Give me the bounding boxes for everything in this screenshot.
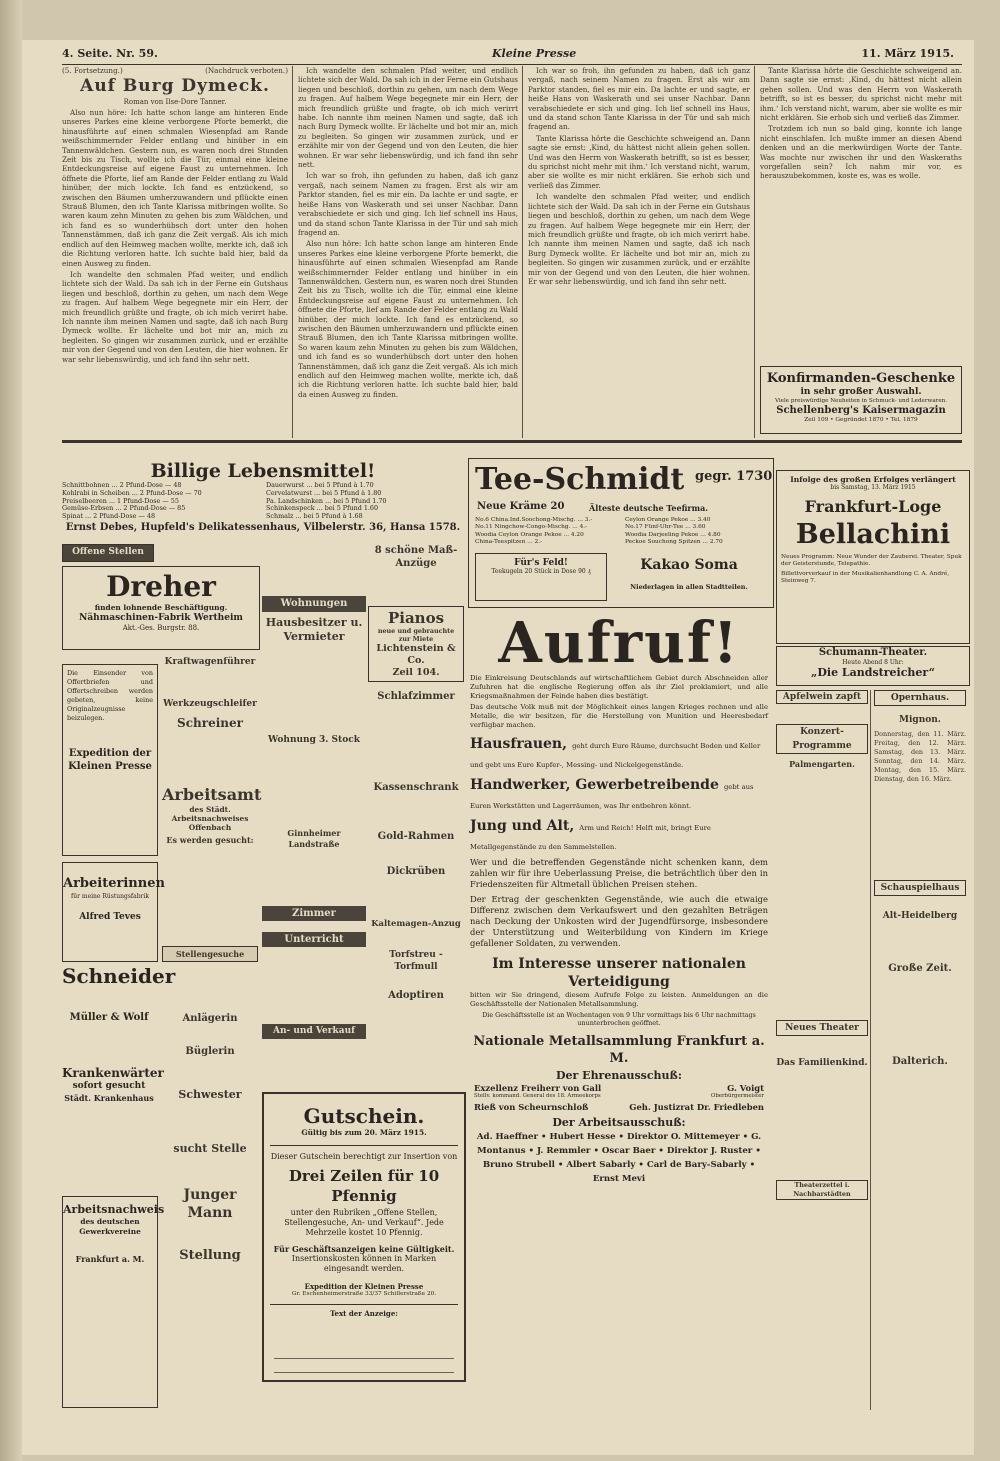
einsender-notice bbox=[62, 664, 158, 856]
kakao-sub: Niederlagen in allen Stadtteilen. bbox=[630, 583, 748, 591]
aufruf-hausfrauen: Hausfrauen, bbox=[470, 736, 567, 752]
pianos-addr: Zeil 104. bbox=[392, 667, 440, 678]
gutschein-marken: Insertionskosten können in Marken eingesandt werden. bbox=[291, 1254, 437, 1273]
column-divider bbox=[754, 66, 755, 438]
gold-rahmen-title: Gold-Rahmen bbox=[377, 831, 455, 842]
arbeitsnachweis-title: Arbeitsnachweis bbox=[63, 1203, 165, 1216]
kassenschrank-title: Kassenschrank bbox=[373, 782, 459, 793]
dreher-title: Dreher bbox=[106, 570, 216, 603]
arbeiterinnen-firm: Alfred Teves bbox=[79, 912, 141, 922]
offene-stellen-label: Offene Stellen bbox=[72, 547, 144, 557]
ehren-2-sub: Oberbürgermeister bbox=[710, 1093, 764, 1099]
kakao-title: Kakao Soma bbox=[640, 557, 738, 573]
offene-stellen-header bbox=[62, 544, 154, 562]
buglerin-title: Büglerin bbox=[185, 1046, 235, 1057]
gesucht-label: Es werden gesucht: bbox=[166, 835, 254, 845]
serial-text-4b: Trotzdem ich nun so bald ging, konnte ich lange nicht einschlafen. Ich mußte immer an diesen Abend denken und an die merkwürdigen Worte der Tante. Was mochte nur zwischen ihr und den Waskeraths vorgefallen sein? Ich nahm mir vor, es herauszubekommen, koste es, was es wolle. bbox=[760, 124, 962, 181]
an-verkauf-block bbox=[262, 1024, 366, 1054]
aufruf-jung-alt-text: Arm und Reich! Helft mit, bringt Eure Metallgegenstände zu den Sammelstellen. bbox=[470, 824, 711, 851]
kraftwagen-title: Kraftwagenführer bbox=[164, 657, 256, 667]
krankenwaerter-sub: sofort gesucht bbox=[72, 1081, 146, 1091]
column-divider bbox=[870, 690, 871, 1410]
aufruf-section bbox=[468, 612, 770, 1412]
schneider-title: Schneider bbox=[62, 964, 176, 988]
pianos-ad bbox=[368, 606, 464, 682]
gutschein-expedition: Expedition der Kleinen Presse bbox=[304, 1282, 424, 1291]
apfelwein-title: Apfelwein zapft bbox=[776, 690, 868, 704]
schumann-play: „Die Landstreicher“ bbox=[811, 666, 935, 679]
column-divider bbox=[292, 66, 293, 438]
bellachini-tickets: Billettvorverkauf in der Musikalienhandlung C. A. André, Steinweg 7. bbox=[781, 570, 950, 585]
column-divider bbox=[522, 66, 523, 438]
tee-schmidt-ad bbox=[468, 458, 774, 608]
schreiner-title: Schreiner bbox=[177, 716, 243, 730]
gutschein-coupon bbox=[262, 1092, 466, 1382]
tee-feld-sub: Teekugeln 20 Stück in Dose 90 ₰ bbox=[491, 568, 591, 575]
copyright-note: (Nachdruck verboten.) bbox=[205, 66, 288, 75]
gutschein-body: unter den Rubriken „Offene Stellen, Stellengesuche, An- und Verkauf“. Jede Mehrzeile kostet 10 Pfennig. bbox=[284, 1208, 444, 1237]
serial-text-2b: Ich war so froh, ihn gefunden zu haben, daß ich ganz vergaß, nach seinem Namen zu fragen. Erst als wir am Parktor standen, fiel es mir ein. Da lachte er und sagte, er heiße Hans von Waskerath und sei unser Nachbar. Dann verabschiedete er sich und ging. Ich lief schnell ins Haus, und da stand schon Tante Klarissa in der Tür und sah mich fragend an. bbox=[298, 171, 518, 237]
aufruf-intro: Die Einkreisung Deutschlands auf wirtschaftlichem Gebiet durch Abschneiden aller Zufuhren hat die englische Regierung offen als ihr Ziel proklamiert, und alle Kriegsmaßnahmen der Feinde haben dies bestätigt. bbox=[470, 674, 768, 700]
bellachini-ad bbox=[776, 470, 970, 644]
dickrueben-title: Dickrüben bbox=[386, 866, 446, 877]
serial-text-4: Tante Klarissa hörte die Geschichte schweigend an. Dann sagte sie ernst: ‚Kind, du hättest nicht allein gehen sollen. Und was den Herrn von Waskerath betrifft, so ist es besser, du sprichst nicht mehr mit ihm.‘ Ich verstand nicht, warum, aber sie wollte es mir nicht erklären. Sie erhob sich und verließ das Zimmer. bbox=[760, 66, 962, 123]
theaterzettel-title: Theaterzettel i. Nachbarstädten bbox=[776, 1180, 868, 1200]
tee-address: Neue Kräme 20 bbox=[477, 501, 565, 512]
aufruf-ertrag: Der Ertrag der geschenkten Gegenstände, wie auch die etwaige Differenz zwischen dem Verkaufswert und den gezahlten Beträgen nach Deckung der Unkosten wird der Jugendfürsorge, insbesondere der Unterstützung und Weiterbildung von Kindern im Kriege gefallener Soldaten, zu verwenden. bbox=[470, 894, 768, 948]
ehren-2: G. Voigt bbox=[727, 1083, 764, 1093]
serial-text-2c: Also nun höre: Ich hatte schon lange am hinteren Ende unseres Parkes eine kleine verborgene Pforte bemerkt, die hinausführte auf einen schmalen Wiesenpfad am Rande weißschimmernder Felder entlang und hinüber in ein Tannenwäldchen. Gestern nun, es waren noch drei Stunden Zeit bis zu Tisch, wollte ich die Tür, einmal eine kleine Entdeckungsreise auf eigene Faust zu unternehmen. Ich öffnete die Pforte, lief am Rande der Felder entlang zu Wald hinüber, der mich lockte. Ich fand es entzückend, so zwischen den Bäumen umherzuwandern und pflückte einen Strauß Blumen, den ich Tante Klarissa mitbringen wollte. So waren kaum zehn Minuten zu gehen bis zum Wäldchen, und ich fand es so wunderhübsch dort unter den hohen Tannenstämmen, daß ich ganz die Zeit vergaß. Als ich mich endlich auf den Heimweg machen wollte, merkte ich, daß ich die Richtung verloren hatte. Ich suchte bald hier, bald da einen Ausweg zu finden. bbox=[298, 239, 518, 399]
hausbesitzer-title: Hausbesitzer u. Vermieter bbox=[265, 616, 363, 643]
torfstreu-title: Torfstreu - Torfmull bbox=[389, 950, 443, 972]
serial-text-1: Also nun höre: Ich hatte schon lange am hinteren Ende unseres Parkes eine kleine verborgene Pforte bemerkt, die hinausführte auf einen schmalen Wiesenpfad am Rande weißschimmernder Felder entlang und hinüber in ein Tannenwäldchen. Gestern nun, es waren noch drei Stunden Zeit bis zu Tisch, wollte ich die Tür, einmal eine kleine Entdeckungsreise auf eigene Faust zu unternehmen. Ich öffnete die Pforte, lief am Rande der Felder entlang zu Wald hinüber, der mich lockte. Ich fand es entzückend, so zwischen den Bäumen umherzuwandern und pflückte einen Strauß Blumen, den ich Tante Klarissa mitbringen wollte. So waren kaum zehn Minuten zu gehen bis zum Wäldchen, und ich fand es so wunderhübsch dort unter den hohen Tannenstämmen, daß ich ganz die Zeit vergaß. Als ich mich endlich auf den Heimweg machen wollte, merkte ich, daß ich die Richtung verloren hatte. Ich suchte bald hier, bald da einen Ausweg zu finden. bbox=[62, 108, 288, 268]
serial-text-2: Ich wandelte den schmalen Pfad weiter, und endlich lichtete sich der Wald. Da sah ich in der Ferne ein Gutshaus liegen und beschloß, dorthin zu gehen, um nach dem Wege zu fragen. Auf halbem Wege begegnete mir ein Herr, der mich freundlich grüßte und fragte, ob ich mich verirrt habe. Ich nannte ihm meinen Namen und sagte, daß ich nach Burg Dymeck wollte. Er lächelte und bot mir an, mich zu begleiten. So gingen wir zusammen zurück, und er erzählte mir von der Gegend und von den Leuten, die hier wohnen. Er war sehr liebenswürdig, und ich fand ihn sehr nett. bbox=[298, 66, 518, 170]
serial-text-3: Ich war so froh, ihn gefunden zu haben, daß ich ganz vergaß, nach seinem Namen zu fragen. Erst als wir am Parktor standen, fiel es mir ein. Da lachte er und sagte, er heiße Hans von Waskerath und sei unser Nachbar. Dann verabschiedete er sich und ging. Ich lief schnell ins Haus, und da stand schon Tante Klarissa in der Tür und sah mich fragend an. bbox=[528, 66, 750, 132]
ehren-3: Rieß von Scheurnschloß bbox=[474, 1102, 589, 1112]
aufruf-wer: Wer und die betreffenden Gegenstände nicht schenken kann, dem zahlen wir für ihre Ueberlassung Preise, die beträchtlich über den in Friedenszeiten für Altmetall üblichen Preisen stehen. bbox=[470, 857, 768, 889]
ehren-1: Exzellenz Freiherr von Gall bbox=[474, 1083, 602, 1093]
ehrenausschuss-title: Der Ehrenausschuß: bbox=[556, 1069, 682, 1082]
tee-tagline: Älteste deutsche Teefirma. bbox=[589, 503, 709, 513]
bellachini-org: Frankfurt-Loge bbox=[804, 497, 942, 516]
pianos-sub: neue und gebrauchte zur Miete bbox=[377, 627, 455, 643]
aufruf-dienstzeit: Die Geschäftsstelle ist an Wochentagen von 9 Uhr vormittags bis 6 Uhr nachmittags ununterbrochen geöffnet. bbox=[482, 1011, 756, 1027]
gutschein-validity: Gültig bis zum 20. März 1915. bbox=[301, 1128, 427, 1137]
konfirmanden-addr: Zeil 109 • Gegründet 1870 • Tel. 1879 bbox=[804, 417, 918, 423]
bellachini-name: Bellachini bbox=[795, 519, 951, 550]
serial-column-4 bbox=[760, 66, 962, 362]
arbeitsnachweis-sub: des deutschen Gewerkvereine bbox=[79, 1217, 141, 1236]
wohnungen-header: Wohnungen bbox=[262, 596, 366, 612]
dreher-addr: Akt.-Ges. Burgstr. 88. bbox=[122, 624, 200, 632]
tee-feld-box bbox=[475, 553, 607, 601]
aufruf-handwerker-text: gebt aus Euren Werkstätten und Lagerräumen, was Ihr entbehren könnt. bbox=[470, 783, 754, 810]
schwester-title: Schwester bbox=[178, 1088, 242, 1101]
lebensmittel-list-right: Dauerwurst ... bei 5 Pfund à 1.70 Cervelatwurst ... bei 5 Pfund à 1.80 Pa. Landschinken ... bei 5 Pfund 1.70 Schinkenspeck ... bei 5 Pfund 1.60 Schmalz ... bei 5 Pfund à 1.68 bbox=[266, 481, 387, 521]
ehren-4: Geh. Justizrat Dr. Friedleben bbox=[629, 1102, 764, 1112]
bellachini-top: Infolge des großen Erfolges verlängert bbox=[790, 475, 956, 484]
schneider-firm: Müller & Wolf bbox=[69, 1012, 149, 1023]
page-date: 11. März 1915. bbox=[861, 47, 954, 60]
serial-text-3c: Ich wandelte den schmalen Pfad weiter, und endlich lichtete sich der Wald. Da sah ich in der Ferne ein Gutshaus liegen und beschloß, dorthin zu gehen, um nach dem Wege zu fragen. Auf halbem Wege begegnete mir ein Herr, der mich freundlich grüßte und fragte, ob ich mich verirrt habe. Ich nannte ihm meinen Namen und sagte, daß ich nach Burg Dymeck wollte. Er lächelte und bot mir an, mich zu begleiten. So gingen wir zusammen zurück, und er erzählte mir von der Gegend und von den Leuten, die hier wohnen. Er war sehr liebenswürdig, und ich fand ihn sehr nett. bbox=[528, 192, 750, 286]
pianos-title: Pianos bbox=[387, 609, 445, 627]
lebensmittel-list-left: Schnittbohnen ... 2 Pfund-Dose — 48 Kohlrabi in Scheiben ... 2 Pfund-Dose — 70 Preiselbeeren ... 1 Pfund-Dose — 55 Gemüse-Erbsen ... 2 Pfund-Dose — 85 Spinat ... 2 Pfund-Dose — 48 bbox=[62, 481, 202, 521]
an-verkauf-header: An- und Verkauf bbox=[262, 1024, 366, 1039]
masthead: Kleine Presse bbox=[492, 47, 577, 60]
aufruf-handwerker: Handwerker, Gewerbetreibende bbox=[470, 777, 719, 793]
gutschein-note: Für Geschäftsanzeigen keine Gültigkeit. bbox=[273, 1244, 455, 1254]
unterricht-block bbox=[262, 932, 366, 962]
gutschein-title: Gutschein. bbox=[303, 1104, 425, 1128]
krankenwaerter-ad bbox=[62, 1066, 164, 1136]
serial-column-3 bbox=[528, 66, 750, 438]
grosse-zeit-title: Große Zeit. bbox=[888, 963, 952, 974]
arbeiterinnen-sub: für meine Rüstungsfabrik bbox=[71, 893, 149, 900]
adoptiren-title: Adoptiren bbox=[388, 990, 444, 1001]
tee-feld: Für's Feld! bbox=[514, 558, 568, 568]
konfirmanden-name: Schellenberg's Kaisermagazin bbox=[776, 405, 946, 416]
gutschein-text-label: Text der Anzeige: bbox=[330, 1309, 398, 1318]
column-c-top bbox=[262, 544, 366, 759]
gutschein-address: Gr. Eschenheimerstraße 33/37 Schillerstraße 20. bbox=[291, 1291, 437, 1297]
page-number: 4. Seite. Nr. 59. bbox=[62, 47, 158, 60]
tee-gegr: gegr. 1730 bbox=[695, 469, 773, 484]
familienkind-title: Das Familienkind. bbox=[776, 1058, 868, 1068]
arbeiterinnen-title: Arbeiterinnen bbox=[63, 876, 165, 891]
bellachini-dates: bis Samstag, 13. März 1915 bbox=[830, 484, 916, 491]
dreher-ad bbox=[62, 566, 260, 650]
palmengarten-title: Palmengarten. bbox=[789, 759, 855, 769]
aufruf-para2: Das deutsche Volk muß mit der Möglichkeit eines langen Krieges rechnen und alle Metalle, die wir besitzen, für die Herstellung von Munition und Heeresbedarf verfügbar machen. bbox=[470, 703, 768, 729]
page-header bbox=[62, 44, 962, 65]
mignon-title: Mignon. bbox=[899, 715, 941, 725]
dreher-sub: finden lohnende Beschäftigung. bbox=[94, 603, 228, 612]
alt-heidelberg-title: Alt-Heidelberg bbox=[882, 911, 958, 921]
serial-column-2 bbox=[298, 66, 518, 438]
neues-theater-title: Neues Theater bbox=[776, 1020, 868, 1036]
lebensmittel-ad bbox=[62, 460, 464, 536]
arbeitsamt-sub: des Städt. Arbeitsnachweises Offenbach bbox=[171, 805, 249, 832]
opernhaus-column bbox=[874, 690, 966, 1410]
sucht-stelle-title: sucht Stelle bbox=[173, 1142, 247, 1155]
konfirmanden-sub: in sehr großer Auswahl. bbox=[800, 387, 922, 397]
einsender-expedition: Expedition der Kleinen Presse bbox=[68, 748, 152, 772]
aufruf-jung-alt: Jung und Alt, bbox=[470, 818, 575, 834]
arbeitsausschuss-names: Ad. Haeffner • Hubert Hesse • Direktor O. Mittemeyer • G. Montanus • J. Remmler • Oscar Baer • Direktor J. Ruster • Bruno Strubell • Albert Sabarly • Carl de Bary-Sabarly • Ernst Mevi bbox=[476, 1132, 762, 1184]
konfirmanden-ad bbox=[760, 366, 962, 434]
lebensmittel-title: Billige Lebensmittel! bbox=[150, 460, 376, 482]
tee-title: Tee-Schmidt bbox=[475, 462, 685, 497]
aufruf-title: Aufruf! bbox=[498, 610, 740, 676]
serial-text-3b: Tante Klarissa hörte die Geschichte schweigend an. Dann sagte sie ernst: ‚Kind, du hättest nicht allein gehen sollen. Und was den Herrn von Waskerath betrifft, so ist es besser, du sprichst nicht mehr mit ihm.‘ Ich verstand nicht, warum, aber sie wollte es mir nicht erklären. Sie erhob sich und verließ das Zimmer. bbox=[528, 133, 750, 190]
ginnheimer-title: Ginnheimer Landstraße bbox=[287, 828, 341, 849]
opernhaus-title: Opernhaus. bbox=[874, 690, 966, 706]
continuation-note: (5. Fortsetzung.) bbox=[62, 66, 123, 75]
unterricht-header: Unterricht bbox=[262, 932, 366, 947]
schneider-ad bbox=[62, 964, 176, 1062]
column-d bbox=[368, 544, 464, 1084]
krankenwaerter-firm: Städt. Krankenhaus bbox=[64, 1093, 154, 1103]
schauspielhaus-title: Schauspielhaus bbox=[874, 880, 966, 896]
serial-text-1b: Ich wandelte den schmalen Pfad weiter, und endlich lichtete sich der Wald. Da sah ich in der Ferne ein Gutshaus liegen und beschloß, dorthin zu gehen, um nach dem Wege zu fragen. Auf halbem Wege begegnete mir ein Herr, der mich freundlich grüßte und fragte, ob ich mich verirrt habe. Ich nannte ihm meinen Namen und sagte, daß ich nach Burg Dymeck wollte. Er lächelte und bot mir an, mich zu begleiten. So gingen wir zusammen zurück, und er erzählte mir von der Gegend und von den Leuten, die hier wohnen. Er war sehr liebenswürdig, und ich fand ihn sehr nett. bbox=[62, 269, 288, 364]
paper-edge bbox=[0, 0, 22, 1461]
lebensmittel-footer: Ernst Debes, Hupfeld's Delikatessenhaus, Vilbelerstr. 36, Hansa 1578. bbox=[65, 522, 461, 533]
schumann-ad bbox=[776, 646, 970, 686]
zimmer-header: Zimmer bbox=[262, 906, 366, 921]
mass-anzuege-title: 8 schöne Maß-Anzüge bbox=[374, 545, 458, 569]
tee-list-left: No.6 China.Ind.Soochong-Mischg. ... 3.- No.11 Ningchow-Congo-Mischg. ... 4.- Woodia Ceylon Orange Pekoe ... 4.20 China-Teespitzen ... 2.- bbox=[475, 517, 593, 546]
aufruf-vorstand: Nationale Metallsammlung Frankfurt a. M. bbox=[473, 1034, 765, 1066]
ehren-1-sub: Stellv. kommand. General des 18. Armeekorps bbox=[474, 1093, 601, 1099]
dreher-firm: Nähmaschinen-Fabrik Wertheim bbox=[79, 613, 243, 623]
arbeitsausschuss-title: Der Arbeitsausschuß: bbox=[552, 1116, 686, 1129]
serial-column-1 bbox=[62, 108, 288, 438]
aufruf-interesse: Im Interesse unserer nationalen Verteidigung bbox=[492, 956, 746, 990]
konzert-column bbox=[776, 690, 868, 1410]
anlaegerin-title: Anlägerin bbox=[182, 1013, 238, 1024]
dalterich-title: Dalterich. bbox=[892, 1056, 948, 1067]
konfirmanden-line: Viele preiswürdige Neuheiten in Schmuck- und Lederwaren. bbox=[774, 398, 948, 404]
junger-mann-title: Junger Mann bbox=[183, 1187, 237, 1221]
schlafzimmer-title: Schlafzimmer bbox=[377, 691, 455, 702]
gutschein-drei-zeilen: Drei Zeilen für 10 Pfennig bbox=[288, 1167, 440, 1205]
konzert-programme-title: Konzert-Programme bbox=[776, 724, 868, 754]
column-c-mid bbox=[262, 828, 366, 918]
bellachini-desc: Neues Programm: Neue Wunder der Zauberei. Theater, Spuk der Geisterstunde, Telepathie. bbox=[781, 554, 962, 568]
aufruf-interesse-text: bitten wir Sie dringend, diesem Aufrufe Folge zu leisten. Anmeldungen an die Geschäftsstelle der Nationalen Metallsammlung. bbox=[470, 991, 768, 1008]
kaltemagen-title: Kaltemagen-Anzug bbox=[371, 918, 461, 928]
pianos-firm: Lichtenstein & Co. bbox=[376, 643, 456, 666]
arbeitsamt-title: Arbeitsamt bbox=[162, 785, 262, 804]
stellengesuche-header: Stellengesuche bbox=[162, 946, 258, 962]
schumann-sub: Heute Abend 8 Uhr: bbox=[842, 659, 904, 666]
arbeitsnachweis-ad bbox=[62, 1196, 165, 1408]
schumann-title: Schumann-Theater. bbox=[818, 647, 928, 658]
krankenwaerter-title: Krankenwärter bbox=[62, 1066, 164, 1080]
column-b bbox=[162, 656, 262, 1406]
tee-list-right: Ceylon Orange Pekoe ... 3.40 No.17 Fünf-Uhr-Tee ... 3.60 Woodia Darjeeling Pekoe ... 4.80 Peckoe Souchong Spitzen ... 2.70 bbox=[625, 517, 723, 546]
werkzeug-title: Werkzeugschleifer bbox=[163, 699, 257, 709]
arbeiterinnen-ad bbox=[62, 862, 165, 962]
arbeitsnachweis-city: Frankfurt a. M. bbox=[75, 1254, 145, 1264]
serial-title: Auf Burg Dymeck. bbox=[80, 76, 270, 96]
section-rule bbox=[62, 440, 962, 443]
stellung-title: Stellung bbox=[179, 1248, 241, 1263]
opernhaus-text: Donnerstag, den 11. März. Freitag, den 12. März. Samstag, den 13. März. Sonntag, den 14. März. Montag, den 15. März. Dienstag, den 16. März. bbox=[874, 730, 966, 783]
konfirmanden-title: Konfirmanden-Geschenke bbox=[766, 371, 956, 386]
aufruf-hausfrauen-text: geht durch Eure Räume, durchsucht Boden und Keller und gebt uns Eure Kupfer-, Messing- und Nickelgegenstände. bbox=[470, 742, 761, 769]
serial-subtitle: Roman von Ilse-Dore Tanner. bbox=[123, 98, 227, 106]
wohnung-title: Wohnung 3. Stock bbox=[268, 735, 360, 745]
gutschein-text: Dieser Gutschein berechtigt zur Insertion von bbox=[270, 1152, 458, 1161]
einsender-text: Die Einsender von Offertbriefen und Offertschreiben werden gebeten, keine Originalzeugnisse beizulegen. bbox=[67, 669, 153, 722]
